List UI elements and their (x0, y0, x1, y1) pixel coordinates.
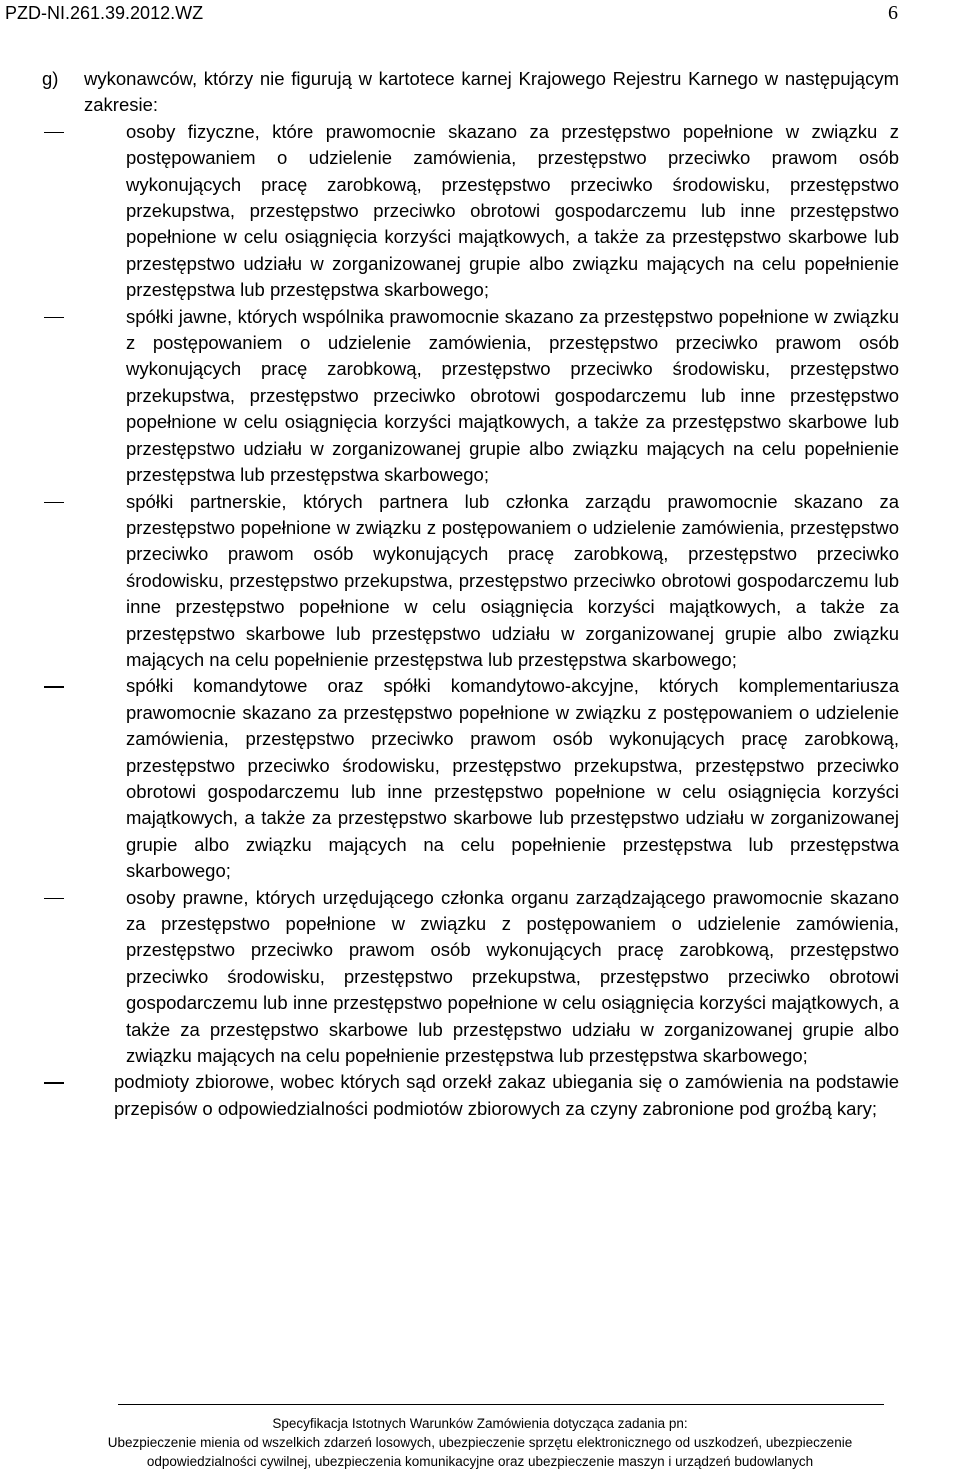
list-item-text: spółki komandytowe oraz spółki komandytowo-akcyjne, których komplementariusza prawomocnie skazano za przestępstwo popełnione w związku z postępowaniem o udzielenie zamówienia, przestępstwo przeciwko prawom osób wykonujących pracę zarobkową, przestępstwo przeciwko środowisku, przestępstwo przekupstwa, przestępstwo przeciwko obrotowi gospodarczemu lub inne przestępstwo popełnione w celu osiągnięcia korzyści majątkowych, a także za przestępstwo skarbowe lub przestępstwo udziału w zorganizowanej grupie albo związku mających na celu popełnienie przestępstwa lub przestępstwa skarbowego; (126, 675, 899, 882)
list-item-text: spółki partnerskie, których partnera lub członka zarządu prawomocnie skazano za przestępstwo popełnione w związku z postępowaniem o udzielenie zamówienia, przestępstwo przeciwko prawom osób wykonujących pracę zarobkową, przestępstwo przeciwko środowisku, przestępstwo przekupstwa, przestępstwo przeciwko obrotowi gospodarczemu lub inne przestępstwo popełnione w celu osiągnięcia korzyści majątkowych, a także za przestępstwo skarbowe lub przestępstwo udziału w zorganizowanej grupie albo związku mających na celu popełnienie przestępstwa lub przestępstwa skarbowego; (126, 490, 899, 670)
footer-line-3: odpowiedzialności cywilnej, ubezpieczenia komunikacyjne oraz ubezpieczenie maszyn i urządzeń budowlanych (146, 1454, 814, 1469)
document-id: PZD-NI.261.39.2012.WZ (5, 3, 204, 23)
list-item-text: osoby fizyczne, które prawomocnie skazano za przestępstwo popełnione w związku z postępowaniem o udzielenie zamówienia, przestępstwo przeciwko prawom osób wykonujących pracę zarobkową, przestępstwo przeciwko środowisku, przestępstwo przekupstwa, przestępstwo przeciwko obrotowi gospodarczemu lub inne przestępstwo popełnione w celu osiągnięcia korzyści majątkowych, a także za przestępstwo skarbowe lub przestępstwo udziału w zorganizowanej grupie albo związku mających na celu popełnienie przestępstwa lub przestępstwa skarbowego; (126, 120, 899, 301)
footer-line-1: Specyfikacja Istotnych Warunków Zamówienia dotycząca zadania pn: (272, 1416, 688, 1431)
footer-line-2: Ubezpieczenie mienia od wszelkich zdarzeń losowych, ubezpieczenie sprzętu elektronicznego od uszkodzeń, ubezpieczenie (107, 1435, 853, 1450)
list-item-text: osoby prawne, których urzędującego członka organu zarządzającego prawomocnie skazano za przestępstwo popełnione w związku z postępowaniem o udzielenie zamówienia, przestępstwo przeciwko prawom osób wykonujących pracę zarobkową, przestępstwo przeciwko środowisku, przestępstwo przekupstwa, przestępstwo przeciwko obrotowi gospodarczemu lub inne przestępstwo popełnione w celu osiągnięcia korzyści majątkowych, a także za przestępstwo skarbowe lub przestępstwo udziału w zorganizowanej grupie albo związku mających na celu popełnienie przestępstwa lub przestępstwa skarbowego; (126, 886, 899, 1067)
list-item (42, 673, 899, 884)
page-number: 6 (888, 2, 898, 24)
list-item-collective-entities (42, 1069, 899, 1122)
page-footer (0, 1414, 960, 1471)
list-item-text: spółki jawne, których wspólnika prawomocnie skazano za przestępstwo popełnione w związku z postępowaniem o udzielenie zamówienia, przestępstwo przeciwko prawom osób wykonujących pracę zarobkową, przestępstwo przeciwko środowisku, przestępstwo przekupstwa, przestępstwo przeciwko obrotowi gospodarczemu lub inne przestępstwo popełnione w celu osiągnięcia korzyści majątkowych, a także za przestępstwo skarbowe lub przestępstwo udziału w zorganizowanej grupie albo związku mających na celu popełnienie przestępstwa lub przestępstwa skarbowego; (126, 305, 899, 486)
section-intro: wykonawców, którzy nie figurują w kartotece karnej Krajowego Rejestru Karnego w następującym zakresie: (84, 68, 899, 116)
document-body (42, 66, 899, 1122)
list-item (42, 885, 899, 1070)
section-g (42, 66, 899, 119)
page-header (0, 0, 960, 32)
footer-divider (118, 1404, 884, 1405)
section-label: g) (42, 68, 59, 89)
list-item-text: podmioty zbiorowe, wobec których sąd orzekł zakaz ubiegania się o zamówienia na podstawie przepisów o odpowiedzialności podmiotów zbiorowych za czyny zabronione pod groźbą kary; (114, 1071, 899, 1119)
list-item (42, 489, 899, 674)
exclusion-list (42, 119, 899, 1070)
list-item (42, 304, 899, 489)
list-item (42, 119, 899, 304)
